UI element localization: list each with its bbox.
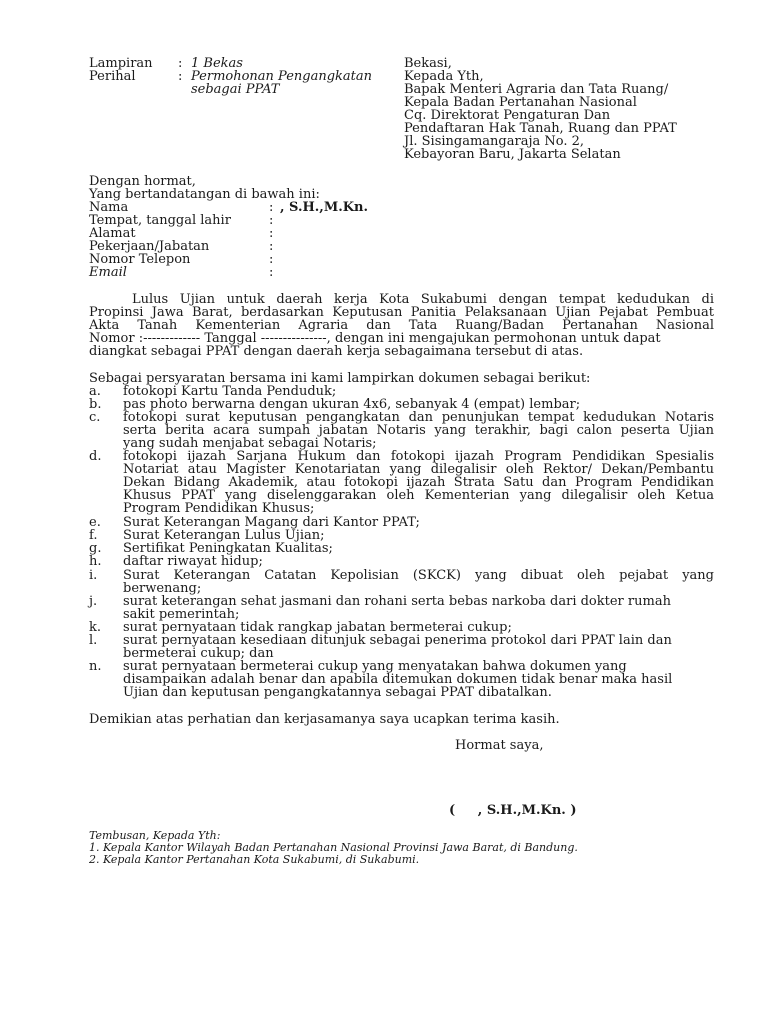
list-item-text: surat keterangan sehat jasmani dan rohani serta bebas narkoba dari dokter rumah	[123, 594, 671, 609]
list-letter: c.	[89, 410, 101, 425]
paragraph-line: Akta Tanah Kementerian Agraria dan Tata Ruang/Badan Pertanahan Nasional	[89, 318, 714, 333]
closing-hormat: Hormat saya,	[455, 738, 544, 753]
list-letter: g.	[89, 541, 102, 556]
identity-separator: :	[269, 252, 274, 267]
list-item-text: Notariat atau Magister Kenotariatan yang dilegalisir oleh Rektor/ Dekan/Pembantu	[123, 462, 714, 477]
identity-value-nama: , S.H.,M.Kn.	[280, 200, 369, 215]
list-letter: j.	[89, 594, 98, 609]
list-item-text: fotokopi ijazah Sarjana Hukum dan fotokopi ijazah Program Pendidikan Spesialis	[123, 449, 714, 464]
list-item-text: yang sudah menjabat sebagai Notaris;	[123, 436, 377, 451]
tembusan-title: Tembusan, Kepada Yth:	[89, 829, 221, 842]
identity-label: Nama	[89, 200, 129, 215]
identity-separator: :	[269, 226, 274, 241]
paragraph-line: Nomor :------------- Tanggal ---------------, dengan ini mengajukan permohonan untuk dapat	[89, 331, 661, 346]
list-item-text: berwenang;	[123, 581, 202, 596]
tembusan-line: 1. Kepala Kantor Wilayah Badan Pertanahan Nasional Provinsi Jawa Barat, di Bandung.	[89, 841, 578, 854]
list-letter: i.	[89, 568, 98, 583]
list-item-text: Dekan Bidang Akademik, atau fotokopi ijazah Strata Satu dan Program Pendidikan	[123, 475, 714, 490]
list-item-text: Khusus PPAT yang diselenggarakan oleh Kementerian yang dilegalisir oleh Ketua	[123, 488, 714, 503]
list-letter: b.	[89, 397, 102, 412]
list-item-text: disampaikan adalah benar dan apabila ditemukan dokumen tidak benar maka hasil	[123, 672, 673, 687]
list-letter: h.	[89, 554, 102, 569]
greeting-salam: Dengan hormat,	[89, 174, 196, 189]
closing-text: Demikian atas perhatian dan kerjasamanya saya ucapkan terima kasih.	[89, 712, 560, 727]
list-item-text: Program Pendidikan Khusus;	[123, 501, 315, 516]
list-item-text: fotokopi Kartu Tanda Penduduk;	[123, 384, 337, 399]
requirements-intro: Sebagai persyaratan bersama ini kami lampirkan dokumen sebagai berikut:	[89, 371, 591, 386]
list-item-text: surat pernyataan bermeterai cukup yang menyatakan bahwa dokumen yang	[123, 659, 627, 674]
perihal-value-line-2: sebagai PPAT	[191, 82, 280, 97]
identity-label: Nomor Telepon	[89, 252, 191, 267]
perihal-value-line-1: Permohonan Pengangkatan	[191, 69, 373, 84]
signature-name: ( , S.H.,M.Kn. )	[449, 803, 577, 818]
list-letter: n.	[89, 659, 102, 674]
list-letter: d.	[89, 449, 102, 464]
list-letter: f.	[89, 528, 98, 543]
list-item-text: Surat Keterangan Catatan Kepolisian (SKCK) yang dibuat oleh pejabat yang	[123, 568, 714, 583]
list-item-text: Surat Keterangan Magang dari Kantor PPAT;	[123, 515, 420, 530]
identity-label: Email	[89, 265, 127, 280]
list-letter: e.	[89, 515, 101, 530]
paragraph-line: Propinsi Jawa Barat, berdasarkan Keputusan Panitia Pelaksanaan Ujian Pejabat Pembuat	[89, 305, 714, 320]
identity-separator: :	[269, 213, 274, 228]
list-item-text: daftar riwayat hidup;	[123, 554, 263, 569]
identity-separator: :	[269, 200, 274, 215]
list-letter: k.	[89, 620, 102, 635]
list-item-text: serta berita acara sumpah jabatan Notaris yang terakhir, bagi calon peserta Ujian	[123, 423, 714, 438]
lampiran-label: Lampiran	[89, 56, 153, 71]
list-item-text: surat pernyataan tidak rangkap jabatan bermeterai cukup;	[123, 620, 512, 635]
recipient-line: Bekasi,	[404, 56, 452, 71]
list-item-text: Ujian dan keputusan pengangkatannya sebagai PPAT dibatalkan.	[123, 685, 552, 700]
recipient-line: Bapak Menteri Agraria dan Tata Ruang/	[404, 82, 669, 97]
list-letter: l.	[89, 633, 98, 648]
list-item-text: sakit pemerintah;	[123, 607, 240, 622]
recipient-line: Kepada Yth,	[404, 69, 484, 84]
list-item-text: surat pernyataan kesediaan ditunjuk sebagai penerima protokol dari PPAT lain dan	[123, 633, 672, 648]
recipient-line: Pendaftaran Hak Tanah, Ruang dan PPAT	[404, 121, 677, 136]
recipient-line: Kebayoran Baru, Jakarta Selatan	[404, 147, 621, 162]
list-item-text: fotokopi surat keputusan pengangkatan dan penunjukan tempat kedudukan Notaris	[123, 410, 714, 425]
list-item-text: bermeterai cukup; dan	[123, 646, 274, 661]
identity-separator: :	[269, 239, 274, 254]
identity-label: Alamat	[89, 226, 136, 241]
greeting-intro: Yang bertandatangan di bawah ini:	[89, 187, 320, 202]
lampiran-value: 1 Bekas	[191, 56, 243, 71]
identity-label: Tempat, tanggal lahir	[89, 213, 231, 228]
perihal-separator: :	[178, 69, 183, 84]
identity-label: Pekerjaan/Jabatan	[89, 239, 210, 254]
lampiran-separator: :	[178, 56, 183, 71]
tembusan-line: 2. Kepala Kantor Pertanahan Kota Sukabumi, di Sukabumi.	[89, 853, 420, 866]
paragraph-line: diangkat sebagai PPAT dengan daerah kerja sebagaimana tersebut di atas.	[89, 344, 584, 359]
list-item-text: Sertifikat Peningkatan Kualitas;	[123, 541, 333, 556]
perihal-label: Perihal	[89, 69, 136, 84]
paragraph-line: Lulus Ujian untuk daerah kerja Kota Sukabumi dengan tempat kedudukan di	[132, 292, 714, 307]
recipient-line: Cq. Direktorat Pengaturan Dan	[404, 108, 611, 123]
list-item-text: pas photo berwarna dengan ukuran 4x6, sebanyak 4 (empat) lembar;	[123, 397, 581, 412]
recipient-line: Jl. Sisingamangaraja No. 2,	[404, 134, 585, 149]
list-letter: a.	[89, 384, 101, 399]
identity-separator: :	[269, 265, 274, 280]
recipient-line: Kepala Badan Pertanahan Nasional	[404, 95, 637, 110]
list-item-text: Surat Keterangan Lulus Ujian;	[123, 528, 325, 543]
